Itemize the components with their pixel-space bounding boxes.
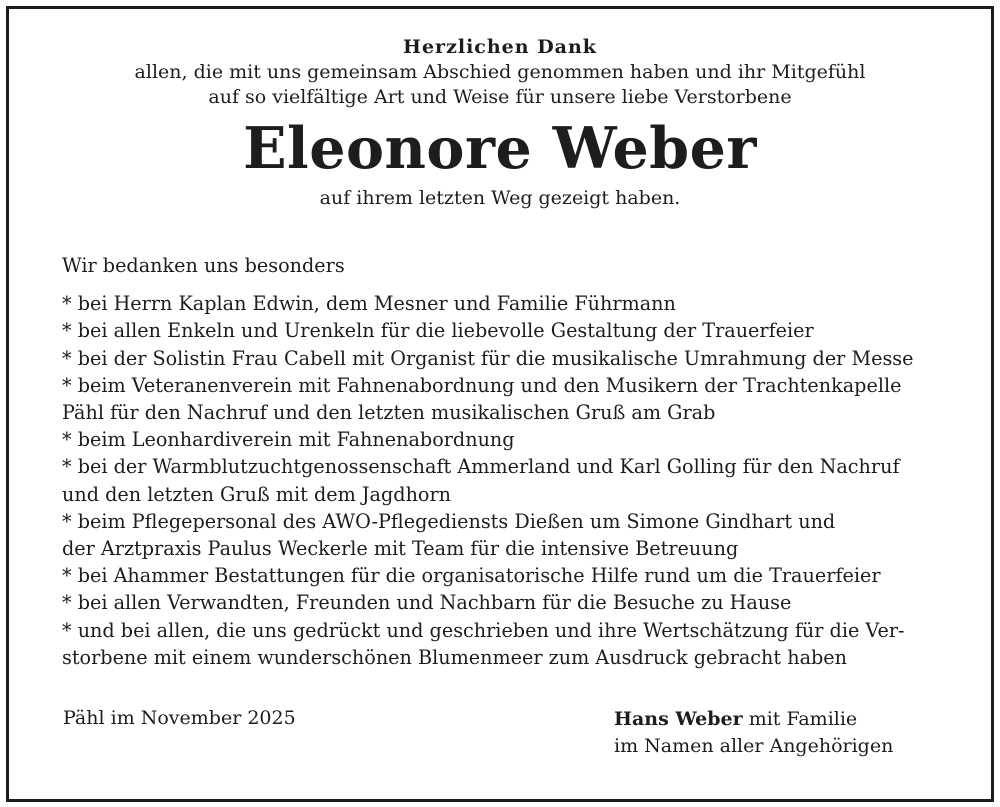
signer-line-1 bbox=[614, 706, 893, 733]
thanks-line: * beim Leonhardiverein mit Fahnenabordnung bbox=[62, 428, 515, 452]
thanks-line: * bei allen Enkeln und Urenkeln für die liebevolle Gestaltung der Trauerfeier bbox=[62, 319, 814, 343]
thanks-line: * bei der Warmblutzuchtgenossenschaft Ammerland und Karl Golling für den Nachruf bbox=[62, 455, 900, 479]
place-date: Pähl im November 2025 bbox=[63, 707, 296, 729]
notice-header bbox=[0, 34, 1000, 211]
thanks-line: * bei allen Verwandten, Freunden und Nachbarn für die Besuche zu Hause bbox=[62, 591, 792, 615]
after-name-line: auf ihrem letzten Weg gezeigt haben. bbox=[319, 187, 681, 209]
signer-name: Hans Weber bbox=[614, 708, 743, 730]
intro-line-2: auf so vielfältige Art und Weise für unsere liebe Verstorbene bbox=[208, 86, 792, 108]
signature-block bbox=[614, 706, 893, 760]
thanks-line: storbene mit einem wunderschönen Blumenmeer zum Ausdruck gebracht haben bbox=[62, 645, 848, 669]
signer-suffix: mit Familie bbox=[742, 708, 858, 730]
thanks-line: * bei der Solistin Frau Cabell mit Organist für die musikalische Umrahmung der Messe bbox=[62, 346, 914, 370]
thanks-line: * bei Herrn Kaplan Edwin, dem Mesner und Familie Führmann bbox=[62, 292, 676, 316]
deceased-name: Eleonore Weber bbox=[243, 115, 757, 182]
thanks-line: * beim Veteranenverein mit Fahnenabordnung und den Musikern der Trachtenkapelle bbox=[62, 373, 902, 397]
thanks-line: * und bei allen, die uns gedrückt und geschrieben und ihre Wertschätzung für die Ver- bbox=[62, 618, 905, 642]
intro-line-1: allen, die mit uns gemeinsam Abschied genommen haben und ihr Mitgefühl bbox=[134, 61, 866, 83]
signer-line-2: im Namen aller Angehörigen bbox=[614, 735, 894, 757]
thanks-line: und den letzten Gruß mit dem Jagdhorn bbox=[62, 482, 452, 506]
thanks-line: der Arztpraxis Paulus Weckerle mit Team für die intensive Betreuung bbox=[62, 537, 739, 561]
thanks-section bbox=[62, 252, 942, 671]
thanks-line: * bei Ahammer Bestattungen für die organisatorische Hilfe rund um die Trauerfeier bbox=[62, 564, 881, 588]
heading: Herzlichen Dank bbox=[403, 36, 597, 58]
thanks-line: Pähl für den Nachruf und den letzten musikalischen Gruß am Grab bbox=[62, 401, 716, 425]
thanks-line: * beim Pflegepersonal des AWO-Pflegediensts Dießen um Simone Gindhart und bbox=[62, 509, 836, 533]
thanks-lead: Wir bedanken uns besonders bbox=[62, 254, 345, 277]
